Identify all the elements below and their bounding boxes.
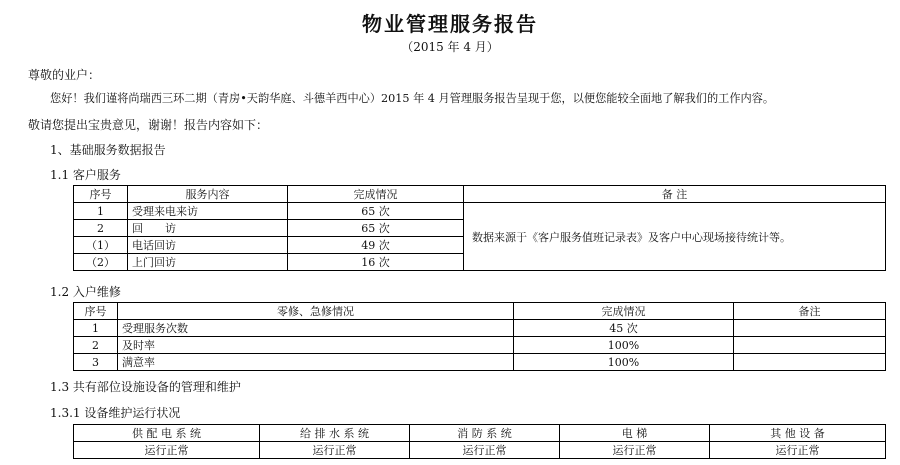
cell-completion: 45 次 — [514, 320, 734, 337]
cell-completion: 65 次 — [288, 203, 464, 220]
section-heading-facilities: 1.3 共有部位设施设备的管理和维护 — [50, 380, 241, 394]
greeting: 尊敬的业户： — [28, 68, 101, 82]
intro-paragraph-line1: 您好！我们谨将尚瑞西三环二期（青房•天韵华庭、斗德羊西中心）2015 年 4 月管理服务报告呈现于您，以便您能较全面地了解我们的工作内容。 — [50, 92, 775, 105]
column-header-water-supply: 给 排 水 系 统 — [260, 425, 410, 442]
column-header-service: 服务内容 — [128, 186, 288, 203]
cell-remarks — [734, 320, 886, 337]
cell-completion: 49 次 — [288, 237, 464, 254]
report-period: （2015 年 4 月） — [401, 40, 499, 54]
cell-completion: 100% — [514, 354, 734, 371]
column-header-remarks: 备 注 — [464, 186, 886, 203]
table-header-row — [74, 425, 886, 442]
cell-status: 运行正常 — [260, 442, 410, 459]
cell-index: 2 — [74, 337, 118, 354]
cell-completion: 16 次 — [288, 254, 464, 271]
report-title: 物业管理服务报告 — [362, 12, 538, 36]
cell-remarks — [734, 354, 886, 371]
cell-status: 运行正常 — [710, 442, 886, 459]
cell-status: 运行正常 — [560, 442, 710, 459]
table-row — [74, 203, 886, 220]
cell-item: 满意率 — [118, 354, 514, 371]
customer-service-table — [73, 185, 886, 271]
column-header-elevator: 电 梯 — [560, 425, 710, 442]
cell-service: 回 访 — [128, 220, 288, 237]
cell-index: 2 — [74, 220, 128, 237]
column-header-completion: 完成情况 — [288, 186, 464, 203]
section-heading-customer-service: 1.1 客户服务 — [50, 168, 121, 182]
column-header-completion: 完成情况 — [514, 303, 734, 320]
column-header-index: 序号 — [74, 186, 128, 203]
remarks-note: 数据来源于《客户服务值班记录表》及客户中心现场接待统计等。 — [464, 203, 886, 271]
column-header-repair: 零修、急修情况 — [118, 303, 514, 320]
cell-remarks — [734, 337, 886, 354]
table-row — [74, 320, 886, 337]
column-header-power-supply: 供 配 电 系 统 — [74, 425, 260, 442]
cell-index: 1 — [74, 320, 118, 337]
cell-completion: 65 次 — [288, 220, 464, 237]
table-row — [74, 354, 886, 371]
cell-index: 3 — [74, 354, 118, 371]
table-header-row — [74, 186, 886, 203]
cell-service: 上门回访 — [128, 254, 288, 271]
section-heading-home-repair: 1.2 入户维修 — [50, 285, 121, 299]
cell-index: 1 — [74, 203, 128, 220]
cell-index: （1） — [74, 237, 128, 254]
cell-service: 受理来电来访 — [128, 203, 288, 220]
cell-completion: 100% — [514, 337, 734, 354]
cell-status: 运行正常 — [74, 442, 260, 459]
column-header-remarks: 备注 — [734, 303, 886, 320]
section-heading-equipment-status: 1.3.1 设备维护运行状况 — [50, 406, 181, 420]
home-repair-table — [73, 302, 886, 371]
equipment-status-table — [73, 424, 886, 459]
cell-item: 受理服务次数 — [118, 320, 514, 337]
section-heading-basic-data: 1、基础服务数据报告 — [50, 143, 166, 157]
table-row — [74, 337, 886, 354]
column-header-other-equipment: 其 他 设 备 — [710, 425, 886, 442]
cell-index: （2） — [74, 254, 128, 271]
table-row — [74, 442, 886, 459]
cell-service: 电话回访 — [128, 237, 288, 254]
intro-paragraph-line2: 敬请您提出宝贵意见，谢谢！报告内容如下： — [28, 118, 269, 132]
cell-status: 运行正常 — [410, 442, 560, 459]
column-header-index: 序号 — [74, 303, 118, 320]
cell-item: 及时率 — [118, 337, 514, 354]
column-header-fire-protection: 消 防 系 统 — [410, 425, 560, 442]
table-header-row — [74, 303, 886, 320]
